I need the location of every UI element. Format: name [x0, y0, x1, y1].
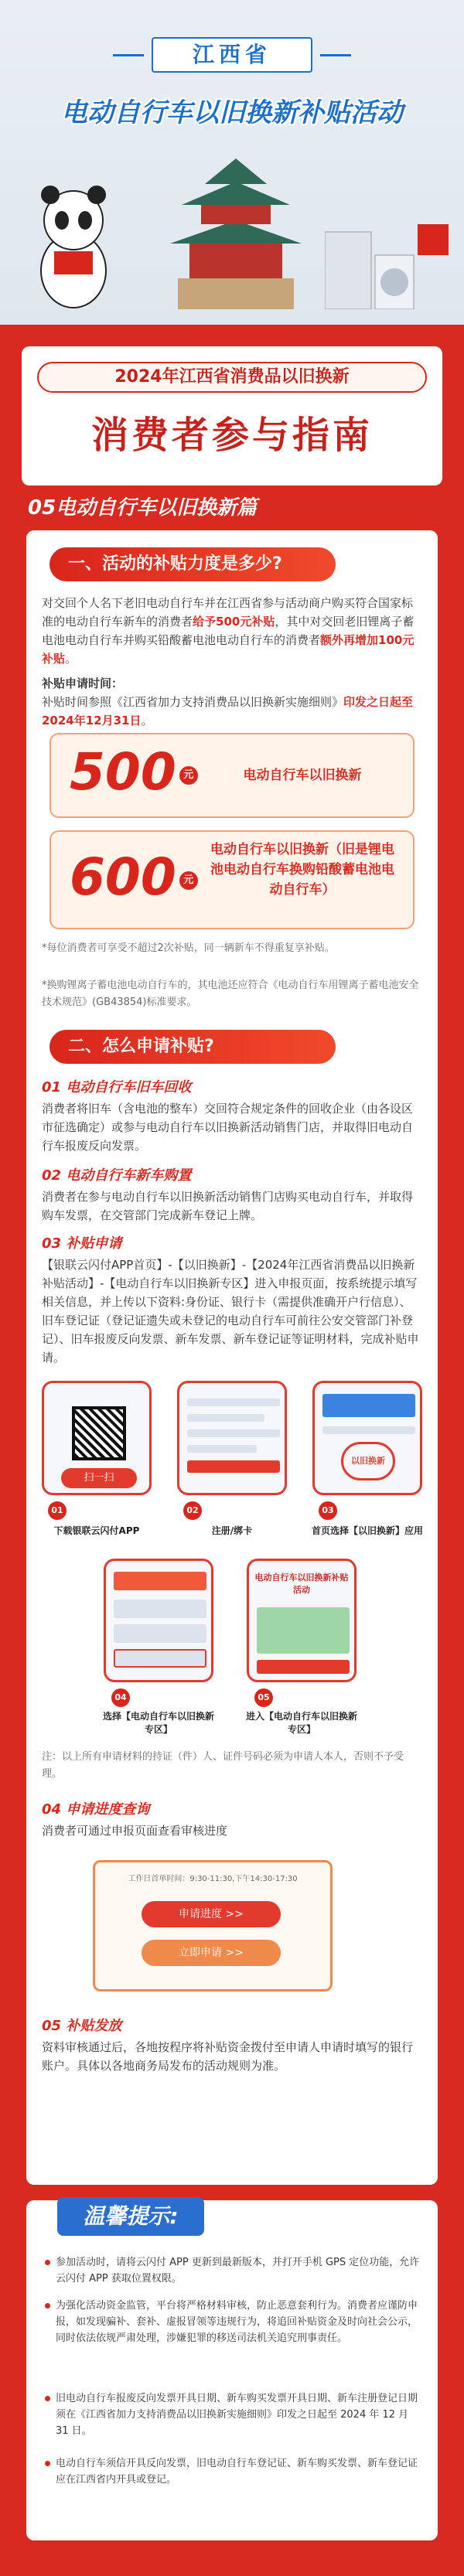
- tips-card: [26, 2200, 438, 2540]
- screenshot-select-zone: [104, 1559, 213, 1682]
- step4-text: 消费者可通过申报页面查看审核进度: [42, 1824, 228, 1838]
- subsidy-label-600: 电动自行车以旧换新（旧是锂电池电动自行车换购铅酸蓄电池电动自行车）: [210, 842, 394, 898]
- scan-button[interactable]: 扫一扫: [61, 1468, 137, 1488]
- progress-query-mock: [93, 1860, 333, 1992]
- home-header-bar: [322, 1394, 415, 1417]
- shot-number-04: 04: [111, 1688, 130, 1707]
- zone-banner-title: 电动自行车以旧换新补贴活动: [254, 1573, 349, 1595]
- banner-illustration: [0, 147, 464, 332]
- p1-highlight-100: 额外再增加100元补贴: [42, 633, 415, 666]
- shot-caption-03: 首页选择【以旧换新】应用: [311, 1525, 423, 1536]
- tip-item: 旧电动自行车报废反向发票开具日期、新车购买发票开具日期、新车注册登记日期须在《江西省加力支持消费品以旧换新实施细则》印发之日起至 2024 年 12 月 31 日。: [45, 2390, 421, 2439]
- progress-query-button[interactable]: 申请进度 >>: [142, 1901, 281, 1927]
- pavilion-icon: [162, 155, 309, 309]
- note-1: *每位消费者可享受不超过2次补贴，同一辆新车不得重复享补贴。: [42, 942, 335, 954]
- shot-caption-02: 注册/绑卡: [211, 1525, 253, 1536]
- screenshot-home: [312, 1381, 422, 1495]
- amount-500-value: 500: [70, 742, 176, 802]
- shot-number-05: 05: [254, 1688, 273, 1707]
- placeholder-row: [322, 1426, 415, 1434]
- placeholder-row: [187, 1399, 280, 1406]
- subsidy-amount-500: [70, 742, 198, 802]
- step3-text: 【银联云闪付APP首页】-【以旧换新】-【2024年江西省消费品以旧换新补贴活动】-【电动自行车以旧换新专区】进入申报页面，按系统提示填写相关信息，并上传以下资料:身份证、银行卡（需提供准确开户行信息）、旧车登记证（登记证遗失或未登记的电动自行车可前往公安交管部门补登记）、旧车报废反向发票、新车发票、新车登记证等证明材料，完成补贴申请。: [42, 1258, 419, 1365]
- banner-title: 电动自行车以旧换新补贴活动: [61, 97, 403, 128]
- placeholder-row: [187, 1445, 257, 1453]
- register-button[interactable]: [187, 1460, 280, 1473]
- screenshot-download-app: [42, 1381, 152, 1495]
- screenshot-enter-zone: [247, 1559, 357, 1682]
- p1-text-e: 。: [65, 652, 77, 666]
- zone-apply-button[interactable]: [257, 1660, 350, 1674]
- step1-text: 消费者将旧车（含电池的整车）交回符合规定条件的回收企业（由各设区市征选确定）或参与电动自行车以旧换新活动销售门店，并取得旧电动自行车报废反向发票。: [42, 1102, 414, 1153]
- title-block: [22, 346, 442, 486]
- section2-heading: 二、怎么申请补贴?: [49, 1030, 336, 1064]
- step5-title: 05 补贴发放: [42, 2018, 122, 2034]
- step2-text: 消费者在参与电动自行车以旧换新活动销售门店购买电动自行车，并取得购车发票，在交管部门完成新车登记上牌。: [42, 1190, 414, 1222]
- appliances-icon: [325, 216, 449, 309]
- ebike-zone-item[interactable]: [114, 1649, 206, 1668]
- section1-paragraph1: [42, 594, 422, 668]
- p1-text-c: ，其中对交回老旧锂离子蓄电池电动自行车并购买铅酸蓄电池电动自行车的消费者: [42, 615, 415, 647]
- step3-title: 03 补贴申请: [42, 1235, 122, 1252]
- shot-caption-04: 选择【电动自行车以旧换新专区】: [102, 1711, 214, 1735]
- qr-code-icon: [72, 1406, 126, 1460]
- amount-600-value: 600: [70, 847, 176, 907]
- page-title: 消费者参与指南: [90, 414, 373, 457]
- shot-number-03: 03: [319, 1501, 337, 1520]
- yuan-icon: 元: [179, 766, 198, 785]
- shot-caption-01: 下载银联云闪付APP: [53, 1525, 140, 1536]
- apply-time-text: 补贴时间参照《江西省加力支持消费品以旧换新实施细则》: [42, 695, 344, 709]
- p1-text-a: 对交回个人名下老旧电动自行车并在江西省参与活动商户购买符合国家标准的电动自行车新车的消费者: [42, 596, 414, 629]
- yuan-icon: 元: [179, 871, 198, 890]
- tip-item: 为强化活动资金监管，平台将严格材料审核，防止恶意套利行为。消费者应谨防申报，如发现骗补、套补、虚报冒领等违规行为，将追回补贴资金及时向社会公示，同时依法依规严肃处理，涉嫌犯罪的移送司法机关追究刑事责任。: [45, 2298, 421, 2346]
- apply-time-label: 补贴申请时间：: [42, 676, 124, 690]
- subsidy-label-500: 电动自行车以旧换新: [243, 768, 362, 783]
- tips-heading: 温馨提示:: [57, 2197, 204, 2236]
- step1-title: 01 电动自行车旧车回收: [42, 1079, 192, 1095]
- shot-number-02: 02: [183, 1501, 202, 1520]
- subsidy-amount-600: [70, 847, 198, 907]
- zone-item[interactable]: [114, 1600, 206, 1618]
- zone-item[interactable]: [114, 1624, 206, 1643]
- header-banner: [0, 0, 464, 340]
- step5-text: 资料审核通过后，各地按程序将补贴资金拨付至申请人申请时填写的银行账户。具体以各地商务局发布的活动规则为准。: [42, 2040, 414, 2073]
- zone-banner-image: [257, 1607, 350, 1654]
- section1-paragraph2: [42, 674, 422, 730]
- step3-note: 注：以上所有申请材料的持证（件）人、证件号码必须为申请人本人，否则不予受理。: [42, 1751, 404, 1780]
- placeholder-row: [187, 1414, 264, 1422]
- apply-time-end: 。: [141, 714, 153, 727]
- placeholder-row: [187, 1429, 280, 1437]
- province-badge: 江西省: [152, 37, 312, 73]
- screenshot-register: [177, 1381, 287, 1495]
- step2-title: 02 电动自行车新车购置: [42, 1167, 192, 1184]
- section1-heading: 一、活动的补贴力度是多少?: [49, 547, 336, 581]
- shot-number-01: 01: [48, 1501, 67, 1520]
- step4-title: 04 申请进度查询: [42, 1801, 150, 1818]
- panda-mascot-icon: [31, 178, 116, 309]
- title-pill: 2024年江西省消费品以旧换新: [37, 362, 427, 393]
- subsidy-box-600: [49, 830, 415, 929]
- trade-in-entry-button[interactable]: 以旧换新: [341, 1442, 395, 1481]
- shot-caption-05: 进入【电动自行车以旧换新专区】: [245, 1711, 357, 1735]
- apply-time-highlight: 印发之日起至2024年12月31日: [42, 695, 414, 727]
- tip-item: 电动自行车须信开具反向发票，旧电动自行车登记证、新车购买发票、新车登记证应在江西省内开具或登记。: [45, 2455, 421, 2488]
- tip-item: 参加活动时，请将云闪付 APP 更新到最新版本，并打开手机 GPS 定位功能，允许云闪付 APP 获取位置权限。: [45, 2254, 421, 2287]
- episode-subtitle: 05电动自行车以旧换新篇: [28, 496, 258, 520]
- note-2: *换购锂离子蓄电池电动自行车的，其电池还应符合《电动自行车用锂离子蓄电池安全技术规范》(GB43854)标准要求。: [42, 980, 419, 1008]
- apply-now-button[interactable]: 立即申请 >>: [142, 1940, 281, 1966]
- zone-header-bar: [114, 1572, 206, 1590]
- p1-highlight-500: 给予500元补贴: [193, 615, 275, 629]
- work-hours-text: 工作日首单时间：9:30-11:30,下午14:30-17:30: [128, 1875, 298, 1883]
- subsidy-box-500: [49, 733, 415, 818]
